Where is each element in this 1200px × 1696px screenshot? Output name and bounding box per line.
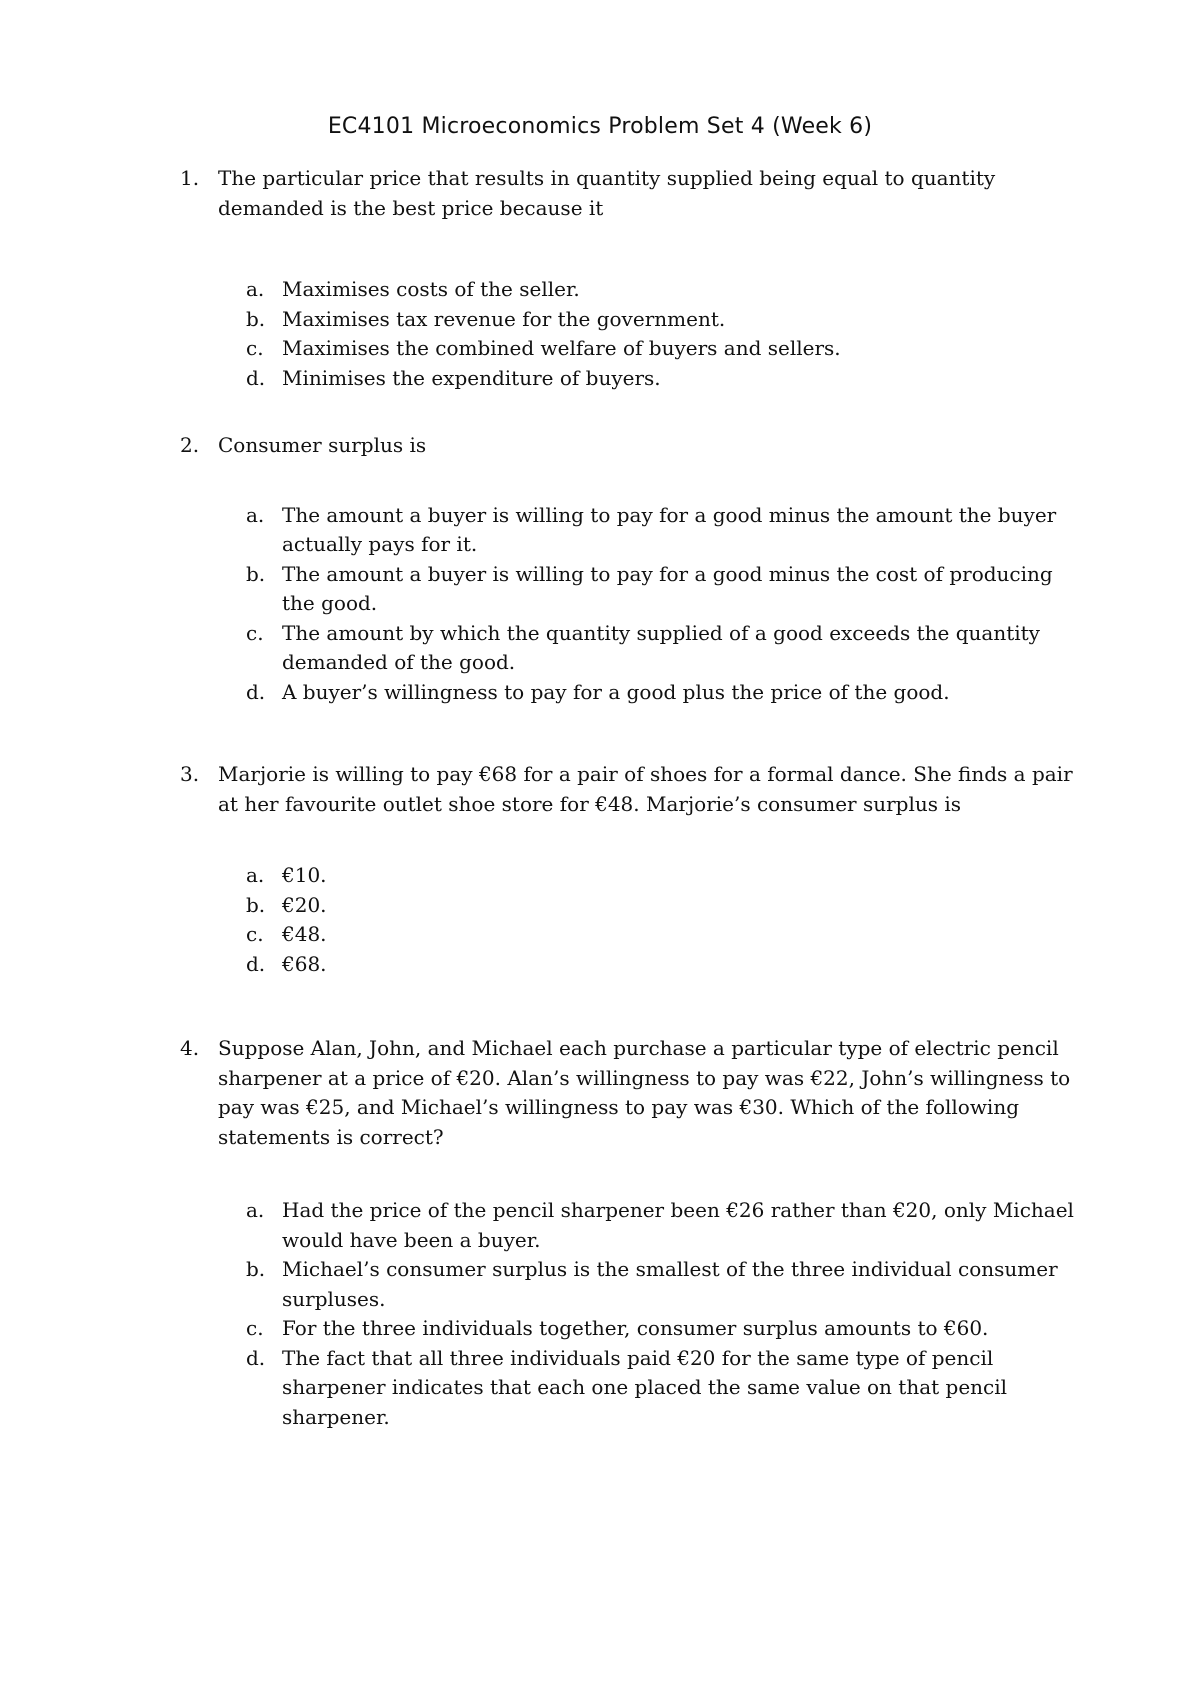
document-title: EC4101 Microeconomics Problem Set 4 (Week 6)	[327, 114, 873, 139]
option-text: €48.	[282, 922, 327, 946]
option-text: Michael’s consumer surplus is the smallest of the three individual consumer surpluses.	[282, 1257, 1058, 1311]
option-label: c.	[246, 336, 264, 360]
option-b	[0, 560, 1082, 619]
question-2	[0, 431, 1200, 707]
option-text: Minimises the expenditure of buyers.	[282, 365, 661, 390]
option-text: Maximises tax revenue for the government.	[282, 306, 726, 331]
option-d	[0, 1344, 1082, 1433]
question-text: Suppose Alan, John, and Michael each purchase a particular type of electric pencil sharpener at a price of €20. Alan’s willingness to pay was €22, John’s willingness to pay was €25, and Michael’s willingness to pay was €30. Which of the following statements is correct?	[218, 1036, 1071, 1149]
option-d	[0, 364, 1082, 394]
option-d	[0, 950, 1082, 980]
option-d	[0, 678, 1082, 708]
option-label: a.	[246, 502, 265, 527]
option-text: For the three individuals together, consumer surplus amounts to €60.	[282, 1316, 989, 1340]
option-a	[0, 861, 1082, 891]
option-label: d.	[246, 1345, 266, 1370]
question-number: 2.	[180, 433, 200, 457]
option-label: a.	[246, 863, 265, 887]
question-stem	[0, 431, 1078, 461]
option-label: d.	[246, 365, 266, 390]
option-a	[0, 1196, 1082, 1255]
question-number: 3.	[180, 762, 200, 786]
question-number: 4.	[180, 1036, 200, 1060]
option-label: a.	[246, 277, 265, 301]
option-list	[0, 861, 1200, 979]
option-text: €20.	[282, 892, 327, 917]
option-text: A buyer’s willingness to pay for a good plus the price of the good.	[282, 679, 950, 704]
option-c	[0, 334, 1082, 364]
option-text: The amount a buyer is willing to pay for a good minus the amount the buyer actually pays for it.	[282, 502, 1057, 556]
option-b	[0, 1255, 1082, 1314]
question-3	[0, 760, 1200, 979]
option-text: Maximises the combined welfare of buyers and sellers.	[282, 336, 841, 360]
question-number: 1.	[180, 166, 200, 190]
question-1	[0, 164, 1200, 393]
option-text: Had the price of the pencil sharpener been €26 rather than €20, only Michael would have been a buyer.	[282, 1198, 1074, 1252]
question-stem	[0, 1034, 1078, 1152]
option-label: c.	[246, 1316, 264, 1340]
option-label: b.	[246, 892, 266, 917]
option-a	[0, 501, 1082, 560]
option-list	[0, 1196, 1200, 1432]
option-text: Maximises costs of the seller.	[282, 277, 580, 301]
option-label: d.	[246, 679, 266, 704]
option-label: d.	[246, 951, 266, 976]
question-stem	[0, 760, 1078, 819]
option-text: The amount by which the quantity supplied of a good exceeds the quantity demanded of the good.	[282, 620, 1040, 674]
option-label: a.	[246, 1198, 265, 1222]
option-label: c.	[246, 620, 264, 645]
option-text: The amount a buyer is willing to pay for a good minus the cost of producing the good.	[282, 561, 1053, 615]
option-text: €10.	[282, 863, 327, 887]
option-b	[0, 305, 1082, 335]
option-c	[0, 920, 1082, 950]
option-c	[0, 1314, 1082, 1344]
option-list	[0, 275, 1200, 393]
option-list	[0, 501, 1200, 708]
option-label: b.	[246, 561, 266, 586]
option-text: €68.	[282, 951, 327, 976]
question-text: The particular price that results in quantity supplied being equal to quantity demanded is the best price because it	[218, 166, 996, 220]
option-label: c.	[246, 922, 264, 946]
option-b	[0, 891, 1082, 921]
option-a	[0, 275, 1082, 305]
question-text: Marjorie is willing to pay €68 for a pair of shoes for a formal dance. She finds a pair at her favourite outlet shoe store for €48. Marjorie’s consumer surplus is	[218, 762, 1073, 816]
option-label: b.	[246, 306, 266, 331]
question-4	[0, 1034, 1200, 1432]
question-text: Consumer surplus is	[218, 433, 427, 457]
option-text: The fact that all three individuals paid €20 for the same type of pencil sharpener indicates that each one placed the same value on that pencil sharpener.	[282, 1345, 1008, 1429]
option-label: b.	[246, 1257, 266, 1281]
option-c	[0, 619, 1082, 678]
question-stem	[0, 164, 1078, 223]
